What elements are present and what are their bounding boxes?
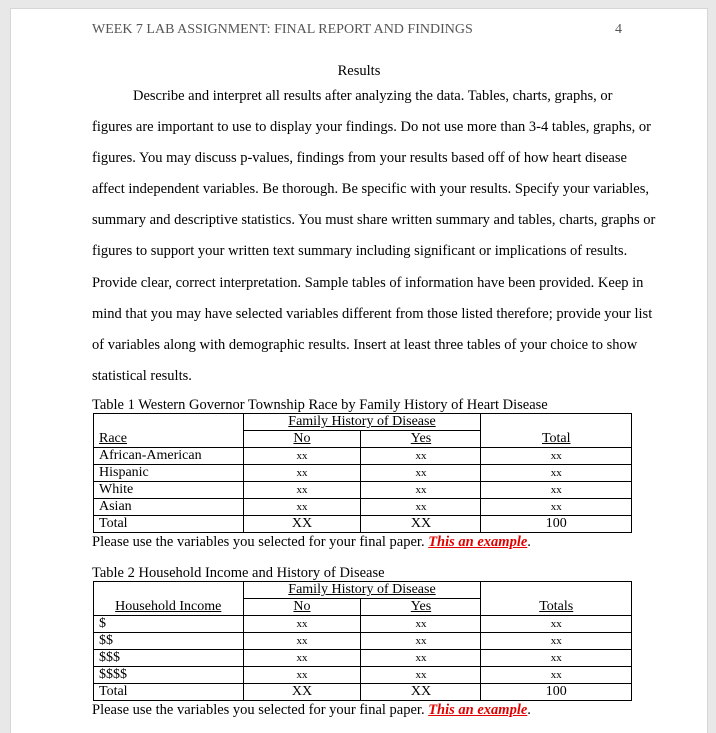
- table-row: [94, 448, 632, 465]
- table2-caption: Table 2 Household Income and History of Disease: [92, 565, 385, 581]
- note-period: .: [527, 534, 531, 550]
- table1-col-yes: Yes: [361, 431, 481, 448]
- table2-col-total: Totals: [481, 599, 632, 616]
- running-header: [92, 22, 622, 38]
- row-label: $$$$: [94, 667, 244, 684]
- page-number: 4: [615, 22, 622, 37]
- cell-yes: xx: [361, 482, 481, 499]
- cell-no: xx: [243, 448, 361, 465]
- table2-group-header: Family History of Disease: [243, 582, 481, 599]
- table2-row-header: Household Income: [94, 599, 244, 616]
- note-period: .: [527, 702, 531, 718]
- body-line: of variables along with demographic results. Insert at least three tables of your choice to show: [92, 336, 638, 353]
- cell-no: xx: [243, 633, 361, 650]
- table-row: [94, 499, 632, 516]
- example-link: This an example: [428, 534, 528, 550]
- table-row: [94, 482, 632, 499]
- cell-total: xx: [481, 499, 632, 516]
- note-text: Please use the variables you selected for your final paper.: [92, 534, 429, 550]
- body-line: mind that you may have selected variables different from those listed therefore; provide your list: [92, 305, 653, 322]
- body-line: figures are important to use to display your findings. Do not use more than 3-4 tables, graphs, or: [92, 119, 651, 136]
- table1-row-header: Race: [94, 431, 244, 448]
- table-row: [94, 667, 632, 684]
- table-row: [94, 616, 632, 633]
- cell-yes: xx: [361, 667, 481, 684]
- body-line: statistical results.: [92, 367, 192, 384]
- table1: [93, 413, 632, 533]
- table1-caption: Table 1 Western Governor Township Race by Family History of Heart Disease: [92, 397, 548, 413]
- cell-yes: xx: [361, 650, 481, 667]
- cell-yes: xx: [361, 465, 481, 482]
- cell-no: xx: [243, 616, 361, 633]
- cell-no: xx: [243, 499, 361, 516]
- row-label: African-American: [94, 448, 244, 465]
- cell-no: xx: [243, 465, 361, 482]
- example-link: This an example: [428, 702, 528, 718]
- cell-total: xx: [481, 650, 632, 667]
- cell-yes: xx: [361, 633, 481, 650]
- cell-no: xx: [243, 482, 361, 499]
- row-label: Total: [94, 516, 244, 533]
- body-line: Provide clear, correct interpretation. Sample tables of information have been provided. Keep in: [92, 274, 644, 291]
- row-label: Hispanic: [94, 465, 244, 482]
- cell-no: XX: [243, 516, 361, 533]
- note-text: Please use the variables you selected for your final paper.: [92, 702, 429, 718]
- cell-yes: xx: [361, 616, 481, 633]
- section-title: Results: [337, 63, 381, 79]
- cell-total: xx: [481, 482, 632, 499]
- cell-yes: XX: [361, 516, 481, 533]
- cell-no: xx: [243, 650, 361, 667]
- table-row: [94, 650, 632, 667]
- header-title: WEEK 7 LAB ASSIGNMENT: FINAL REPORT AND FINDINGS: [92, 22, 473, 37]
- cell-yes: XX: [361, 684, 481, 701]
- row-label: Asian: [94, 499, 244, 516]
- cell-total: xx: [481, 633, 632, 650]
- cell-yes: xx: [361, 499, 481, 516]
- table1-corner-right: [481, 414, 632, 431]
- table-row-total: [94, 684, 632, 701]
- cell-total: xx: [481, 465, 632, 482]
- table-row: [94, 465, 632, 482]
- body-line: figures to support your written text summary including significant or implications of results.: [92, 243, 628, 260]
- body-line: affect independent variables. Be thorough. Be specific with your results. Specify your variables,: [92, 181, 650, 198]
- table2-corner: [94, 582, 244, 599]
- body-line: Describe and interpret all results after analyzing the data. Tables, charts, graphs, or: [133, 88, 613, 104]
- row-label: Total: [94, 684, 244, 701]
- cell-no: xx: [243, 667, 361, 684]
- cell-total: xx: [481, 616, 632, 633]
- table-row-total: [94, 516, 632, 533]
- table2-col-yes: Yes: [361, 599, 481, 616]
- table-row: [94, 633, 632, 650]
- cell-total: xx: [481, 667, 632, 684]
- cell-total: xx: [481, 448, 632, 465]
- body-line: summary and descriptive statistics. You must share written summary and tables, charts, graphs or: [92, 212, 656, 229]
- table2: [93, 581, 632, 701]
- body-paragraph: [92, 85, 656, 396]
- cell-yes: xx: [361, 448, 481, 465]
- table1-col-no: No: [243, 431, 361, 448]
- row-label: $: [94, 616, 244, 633]
- table1-corner: [94, 414, 244, 431]
- table2-corner-right: [481, 582, 632, 599]
- document-page: [10, 8, 708, 733]
- row-label: $$$: [94, 650, 244, 667]
- table1-group-header: Family History of Disease: [243, 414, 481, 431]
- table2-col-no: No: [243, 599, 361, 616]
- table1-note: [92, 534, 531, 551]
- cell-no: XX: [243, 684, 361, 701]
- body-line: figures. You may discuss p-values, findings from your results based off of how heart disease: [92, 150, 627, 167]
- table2-note: [92, 702, 531, 719]
- cell-total: 100: [481, 516, 632, 533]
- cell-total: 100: [481, 684, 632, 701]
- table1-col-total: Total: [481, 431, 632, 448]
- row-label: White: [94, 482, 244, 499]
- row-label: $$: [94, 633, 244, 650]
